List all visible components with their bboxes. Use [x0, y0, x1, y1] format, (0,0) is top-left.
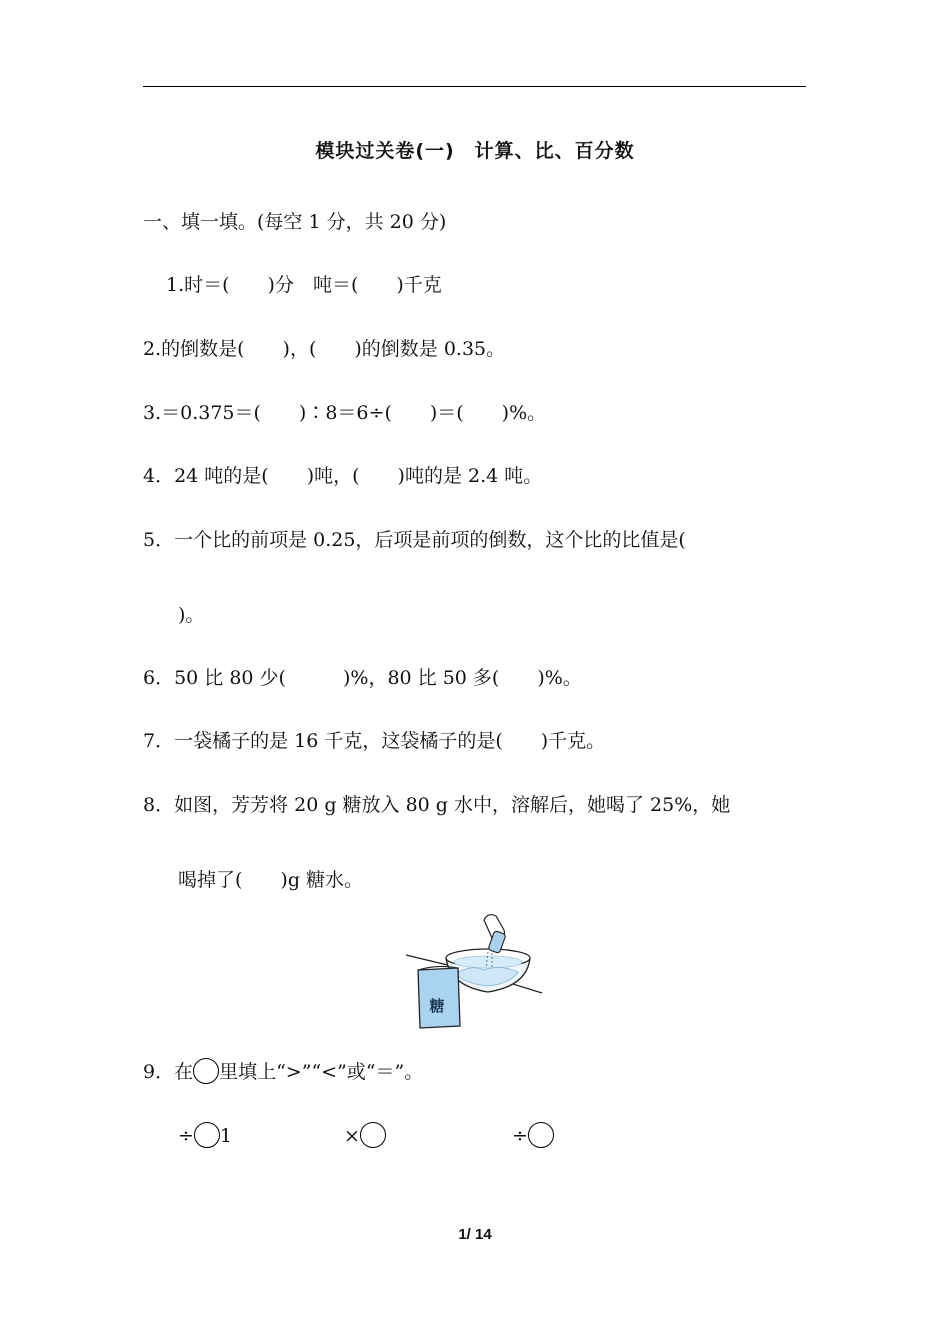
operator: ÷: [178, 1125, 194, 1147]
page-number: 1/ 14: [458, 1226, 492, 1243]
operator: ×: [344, 1125, 360, 1147]
answer-circle-icon: [193, 1058, 219, 1084]
operator: ÷: [512, 1125, 528, 1147]
sugar-bag-label: 糖: [429, 997, 445, 1015]
answer-circle-icon[interactable]: [360, 1122, 386, 1148]
question-8-line-1: 8．如图，芳芳将 20 g 糖放入 80 g 水中，溶解后，她喝了 25%，她: [143, 794, 731, 816]
answer-circle-icon[interactable]: [194, 1122, 220, 1148]
question-1: 1.时＝( )分 吨＝( )千克: [166, 274, 442, 296]
question-5-line-2: )。: [178, 604, 205, 626]
question-5-line-1: 5．一个比的前项是 0.25，后项是前项的倒数，这个比的比值是(: [143, 529, 686, 551]
answer-circle-icon[interactable]: [528, 1122, 554, 1148]
question-3: 3.＝0.375＝( )∶8＝6÷( )＝( )%。: [143, 402, 547, 424]
section-heading: 一、填一填。(每空 1 分，共 20 分): [143, 211, 447, 233]
question-9-suffix: 里填上“>”“<”或“＝”。: [219, 1061, 424, 1083]
question-9: [143, 1058, 423, 1084]
question-9-item-2: [344, 1122, 386, 1148]
question-9-item-3: [512, 1122, 554, 1148]
question-9-item-1: [178, 1122, 232, 1148]
question-7: 7．一袋橘子的是 16 千克，这袋橘子的是( )千克。: [143, 730, 606, 752]
sugar-water-figure: [400, 908, 550, 1033]
question-8-line-2: 喝掉了( )g 糖水。: [178, 869, 364, 891]
page-title: 模块过关卷(一) 计算、比、百分数: [315, 140, 635, 162]
question-6: 6．50 比 80 少( )%，80 比 50 多( )%。: [143, 667, 582, 689]
question-4: 4．24 吨的是( )吨，( )吨的是 2.4 吨。: [143, 465, 543, 487]
header-rule: [143, 86, 806, 87]
question-9-prefix: 9．在: [143, 1061, 194, 1083]
question-2: 2.的倒数是( )，( )的倒数是 0.35。: [143, 338, 506, 360]
operand: 1: [219, 1125, 233, 1147]
